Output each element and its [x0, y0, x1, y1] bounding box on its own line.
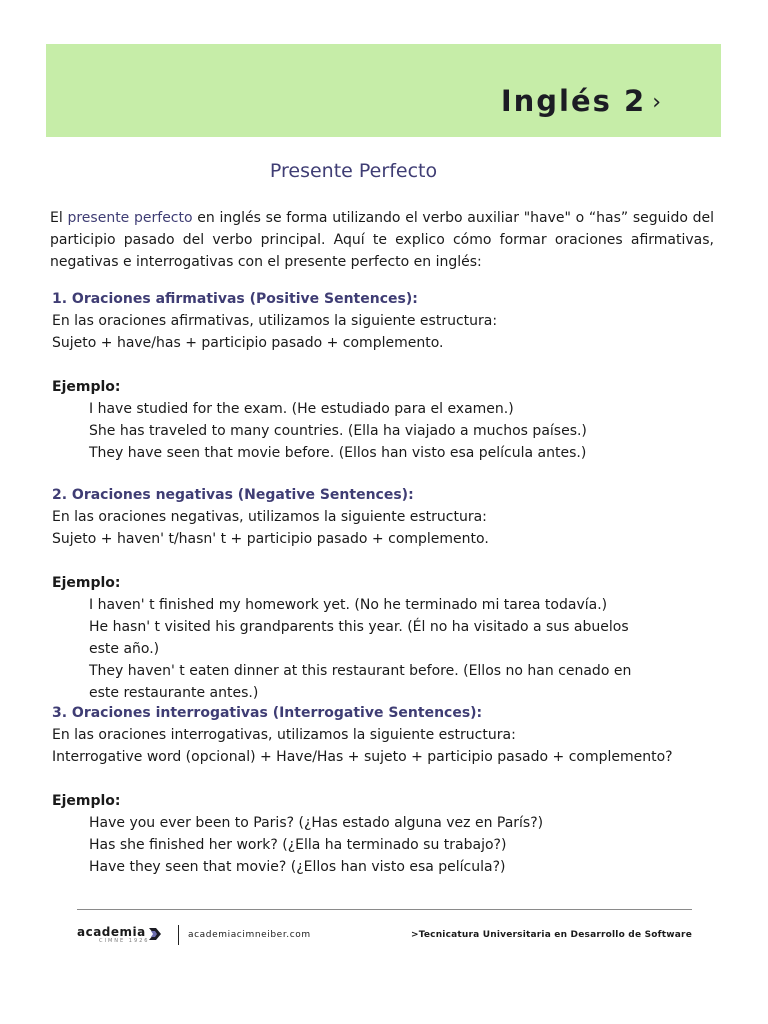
example-list	[89, 398, 722, 464]
section-structure: Interrogative word (opcional) + Have/Has + sujeto + participio pasado + complemento?	[52, 749, 673, 765]
course-title: Inglés 2 ›	[500, 84, 663, 118]
section-heading: 1. Oraciones afirmativas (Positive Sentences):	[52, 291, 418, 307]
intro-paragraph: El presente perfecto en inglés se forma utilizando el verbo auxiliar "have" o “has” seguido del participio pasado del verbo principal. Aquí te explico cómo formar oraciones afirmativas, negativas e interrogativas con el presente perfecto en inglés:	[50, 210, 715, 270]
example-item: Have you ever been to Paris? (¿Has estado alguna vez en París?)	[89, 815, 544, 831]
example-item: They have seen that movie before. (Ellos han visto esa película antes.)	[89, 445, 587, 461]
section-interrogative	[52, 702, 722, 878]
example-label: Ejemplo:	[52, 793, 121, 809]
example-list	[89, 812, 722, 878]
example-label: Ejemplo:	[52, 379, 121, 395]
footer-program: >Tecnicatura Universitaria en Desarrollo de Software	[410, 930, 692, 940]
chevron-right-icon: ›	[652, 90, 663, 115]
example-item: They haven' t eaten dinner at this restaurant before. (Ellos no han cenado en este restaurante antes.)	[89, 663, 632, 701]
footer-separator	[178, 925, 179, 945]
page-title: Presente Perfecto	[269, 160, 438, 182]
example-item: I haven' t finished my homework yet. (No he terminado mi tarea todavía.)	[89, 597, 608, 613]
section-heading: 2. Oraciones negativas (Negative Sentences):	[52, 487, 414, 503]
example-list	[89, 594, 649, 704]
section-heading: 3. Oraciones interrogativas (Interrogative Sentences):	[52, 705, 483, 721]
section-affirmative	[52, 288, 722, 464]
section-line: En las oraciones interrogativas, utilizamos la siguiente estructura:	[52, 727, 516, 743]
intro-highlight: presente perfecto	[67, 210, 193, 226]
example-item: He hasn' t visited his grandparents this year. (Él no ha visitado a sus abuelos este año.)	[89, 619, 629, 657]
academia-logo	[77, 925, 150, 944]
section-line: En las oraciones negativas, utilizamos la siguiente estructura:	[52, 509, 487, 525]
logo-arrow-icon	[148, 927, 162, 941]
example-label: Ejemplo:	[52, 575, 121, 591]
section-negative	[52, 484, 722, 704]
header-band	[46, 44, 721, 137]
footer-website: academiacimneiber.com	[188, 930, 311, 940]
section-structure: Sujeto + have/has + participio pasado + complemento.	[52, 335, 444, 351]
section-structure: Sujeto + haven' t/hasn' t + participio pasado + complemento.	[52, 531, 489, 547]
logo-wordmark: academia	[77, 925, 146, 939]
example-item: She has traveled to many countries. (Ella ha viajado a muchos países.)	[89, 423, 587, 439]
example-item: I have studied for the exam. (He estudiado para el examen.)	[89, 401, 514, 417]
logo-subtitle: CIMNE 1926	[99, 938, 150, 944]
footer-divider	[77, 909, 692, 910]
example-item: Has she finished her work? (¿Ella ha terminado su trabajo?)	[89, 837, 507, 853]
section-line: En las oraciones afirmativas, utilizamos la siguiente estructura:	[52, 313, 498, 329]
example-item: Have they seen that movie? (¿Ellos han visto esa película?)	[89, 859, 506, 875]
